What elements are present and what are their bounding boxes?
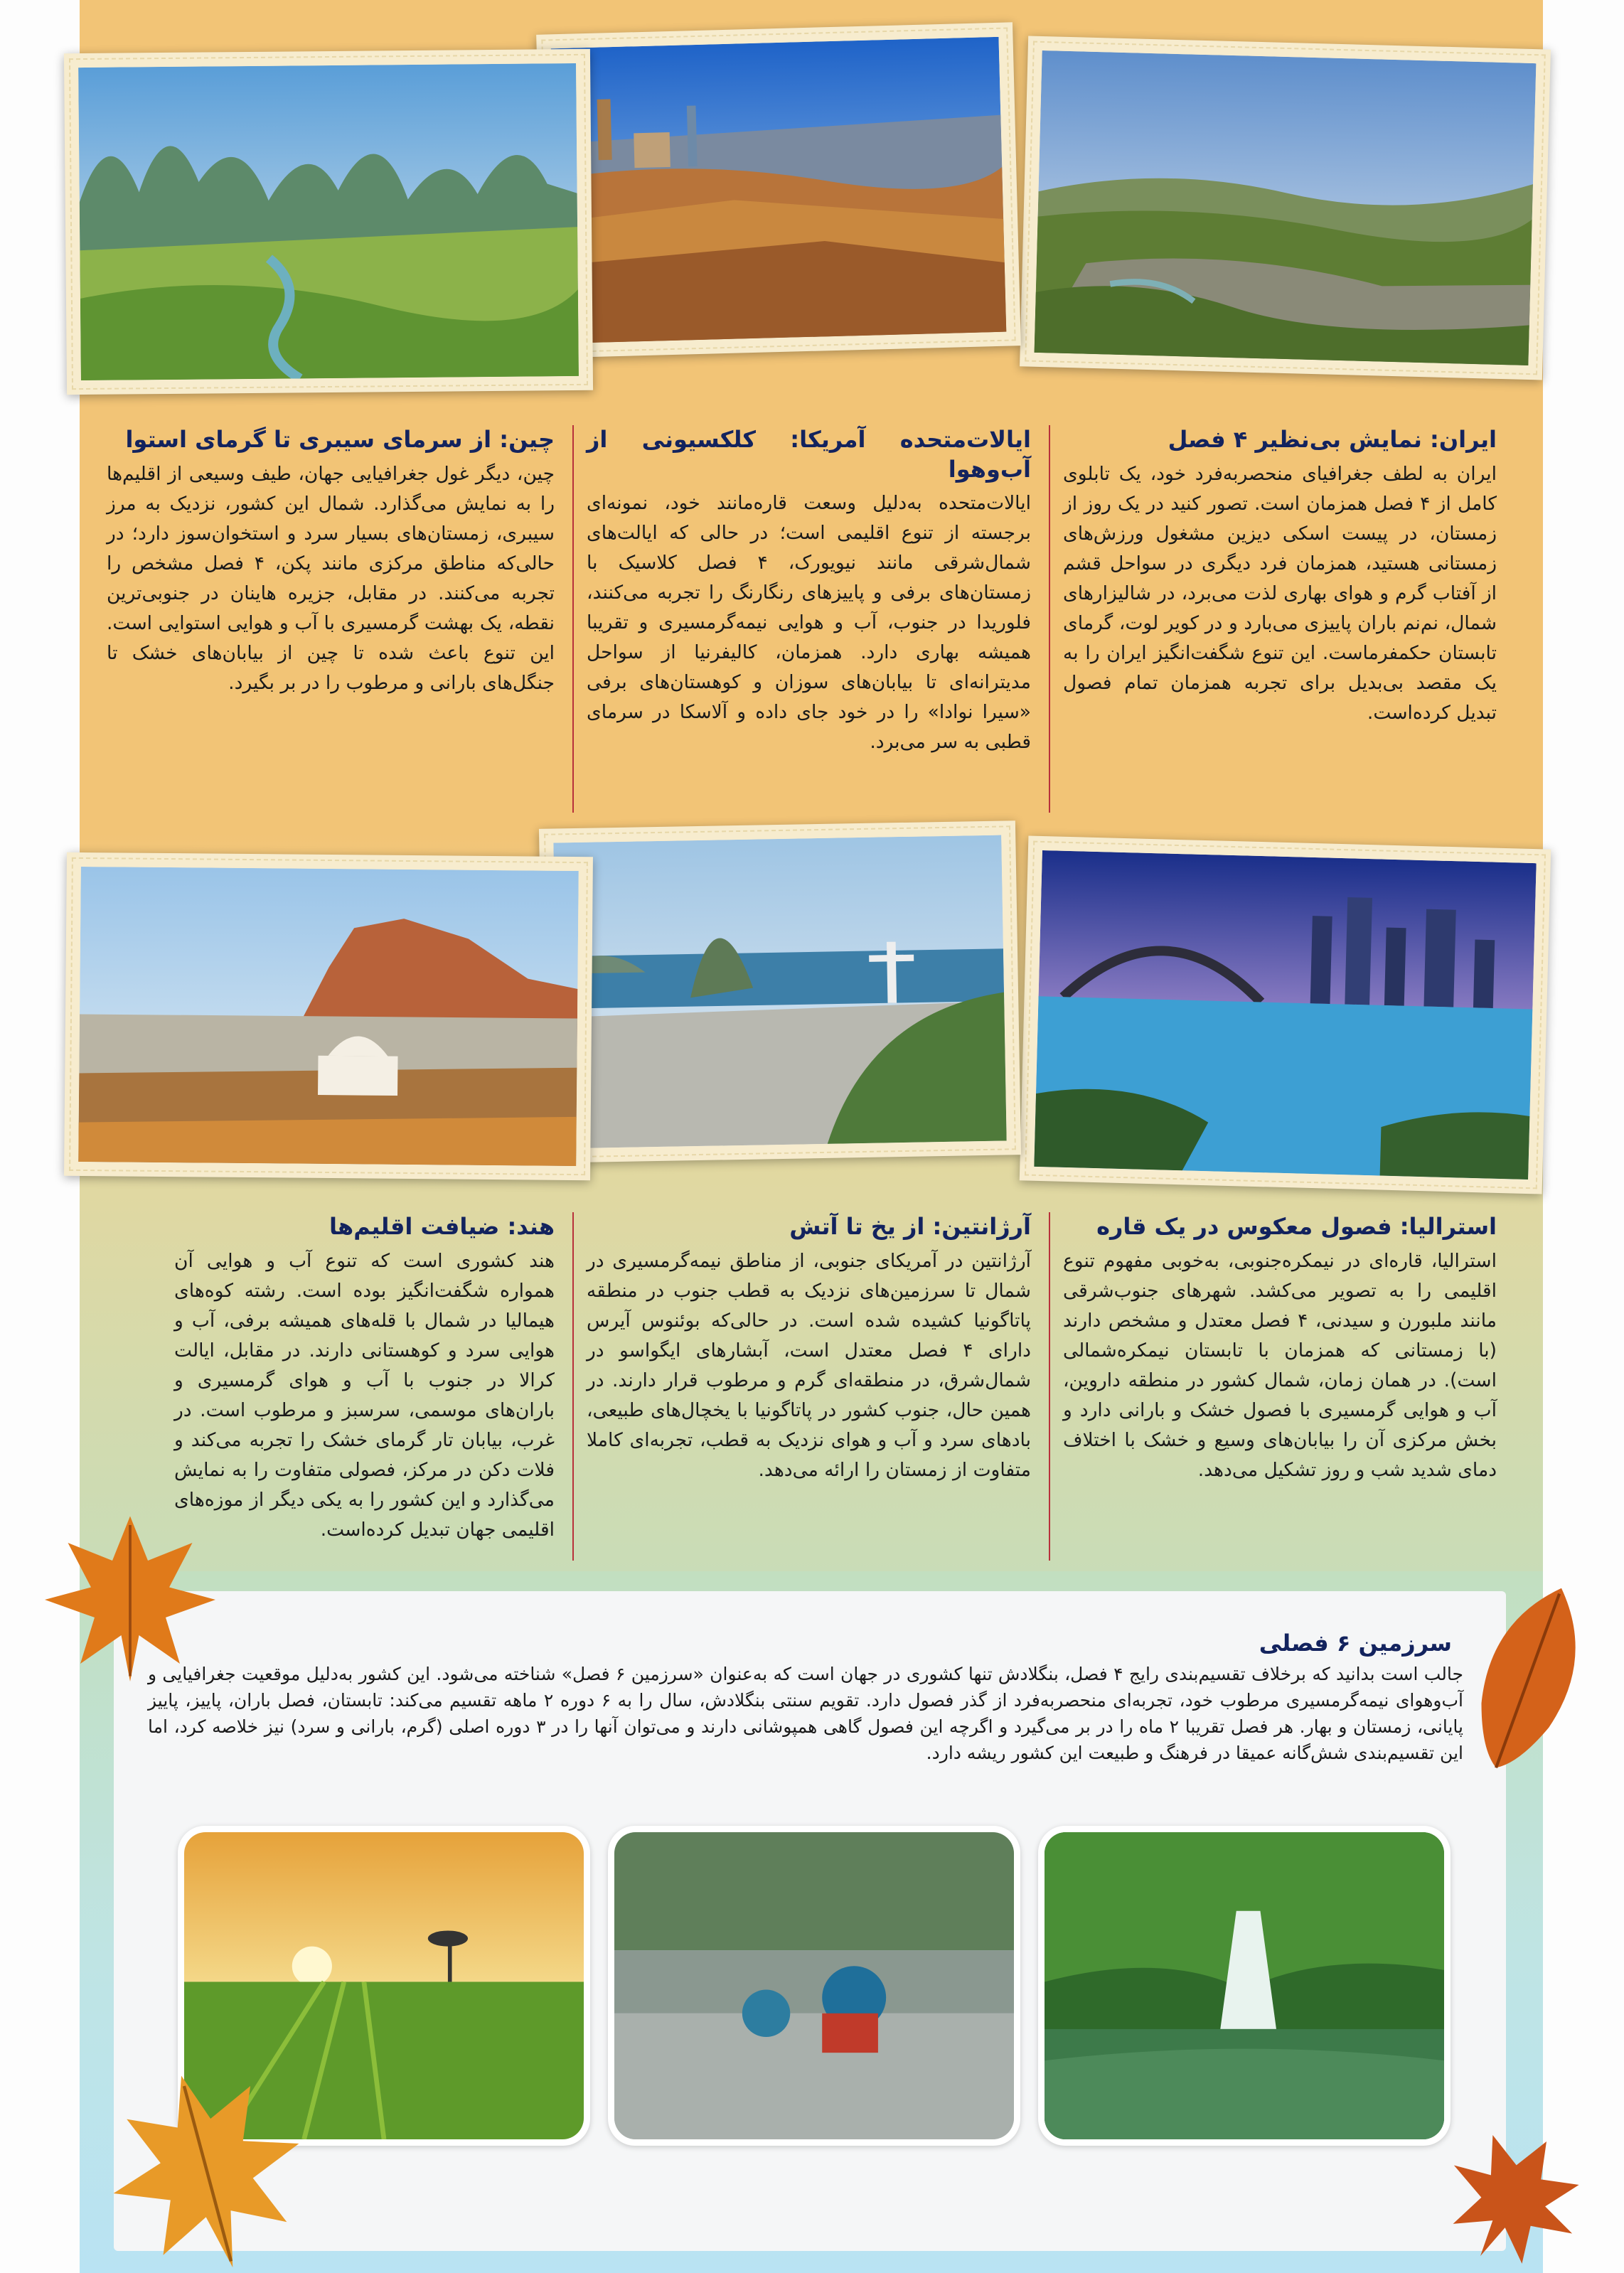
article-usa-title: ایالات‌متحده آمریکا: کلکسیونی از آب‌وهوا <box>587 426 1031 483</box>
bangladesh-title: سرزمین ۶ فصلی <box>1259 1630 1452 1657</box>
column-separator <box>572 1212 574 1561</box>
photo-argentina-rio <box>539 820 1021 1163</box>
photo-usa-city <box>536 22 1021 358</box>
column-separator <box>1049 425 1050 813</box>
bangladesh-body: جالب است بدانید که برخلاف تقسیم‌بندی رایج ۴ فصل، بنگلادش تنها کشوری در جهان است که به‌عنوان «سرزمین ۶ فصل» شناخته می‌شود. این کشور به‌دلیل موقعیت جغرافیایی و آب‌وهوای نیمه‌گرمسیری مرطوب خود، تجربه‌ای منحصربه‌فرد از گذر فصول دارد. تقویم سنتی بنگلادش، سال را به ۶ دوره ۲ ماهه تقسیم می‌کند: تابستان، فصل باران، پاییز، پاییز پایانی، زمستان و بهار. هر فصل تقریبا ۲ ماه را در بر می‌گیرد و اگرچه این فصول گاهی همپوشانی دارند و می‌توان آنها را در ۳ دوره اصلی (گرم، بارانی و سرد) نیز خلاصه کرد، اما این تقسیم‌بندی شش‌گانه عمیقا در فرهنگ و طبیعت این کشور ریشه دارد. <box>148 1664 1463 1763</box>
article-iran-body: ایران به لطف جغرافیای منحصربه‌فرد خود، یک تابلوی کامل از ۴ فصل همزمان است. تصور کنید در یک روز از زمستان، در پیست اسکی دیزین مشغول ورزش‌های زمستانی هستید، همزمان فرد دیگری در سواحل قشم از آفتاب گرم و هوای بهاری لذت می‌برد، در شالیزارهای شمال، نم‌نم باران پاییزی می‌بارد و در کویر لوت، گرمای تابستان حکمفرماست. این تنوع شگفت‌انگیز ایران را به یک مقصد بی‌بدیل برای تجربه همزمان تمام فصول تبدیل کرده‌است. <box>1063 462 1497 724</box>
column-separator <box>572 425 574 813</box>
photo-china-karst <box>64 49 593 395</box>
article-india-body: هند کشوری است که تنوع آب و هوایی آن همواره شگفت‌انگیز بوده است. رشته کوه‌های هیمالیا در شمال با قله‌های همیشه برفی، آب و هوایی سرد و کوهستانی دارند. در مقابل، ایالت کرالا در جنوب با آب و هوای گرمسیری و باران‌های موسمی، سرسبز و مرطوب است. در غرب، بیابان تار گرمای خشک را تجربه می‌کند و فلات دکن در مرکز، فصولی متفاوت را به نمایش می‌گذارد و این کشور را به یکی دیگر از موزه‌های اقلیمی جهان تبدیل کرده‌است. <box>174 1249 555 1541</box>
article-iran <box>1063 425 1497 728</box>
article-usa <box>587 425 1031 757</box>
article-china-title: چین: از سرمای سیبری تا گرمای استوا <box>125 426 555 453</box>
photo-bangladesh-rain <box>608 1826 1020 2146</box>
photo-india-fort <box>64 852 593 1180</box>
article-iran-title: ایران: نمایش بی‌نظیر ۴ فصل <box>1168 426 1497 453</box>
photo-australia-sydney <box>1020 835 1551 1194</box>
autumn-leaf-icon <box>41 1493 219 1699</box>
column-separator <box>1049 1212 1050 1561</box>
article-usa-body: ایالات‌متحده به‌دلیل وسعت قاره‌مانند خود، نمونه‌ای برجسته از تنوع اقلیمی است؛ در حالی که ایالت‌های شمال‌شرقی مانند نیویورک، ۴ فصل کلاسیک با زمستان‌های برفی و پاییزهای رنگارنگ را تجربه می‌کنند، فلوریدا در جنوب، آب و هوایی نیمه‌گرمسیری و تقریبا همیشه بهاری دارد. همزمان، کالیفرنیا از سواحل مدیترانه‌ای تا بیابان‌های سوزان و کوهستان‌های برفی «سیرا نوادا» را در خود جای داده و آلاسکا در سرمای قطبی به سر می‌برد. <box>587 492 1031 754</box>
article-argentina <box>587 1212 1031 1485</box>
article-australia-body: استرالیا، قاره‌ای در نیمکره‌جنوبی، به‌خوبی مفهوم تنوع اقلیمی را به تصویر می‌کشد. شهرهای جنوب‌شرقی مانند ملبورن و سیدنی، ۴ فصل معتدل و مشخص دارند (با زمستانی که همزمان با تابستان نیمکره‌شمالی است). در همان زمان، شمال کشور در منطقه داروین، آب و هوایی گرمسیری با فصول خشک و بارانی دارد و بخش مرکزی آن را بیابان‌های وسیع و خشک با اختلاف دمای شدید شب و روز تشکیل می‌دهد. <box>1063 1249 1497 1481</box>
photo-bangladesh-waterfall <box>1038 1826 1451 2146</box>
bangladesh-box <box>114 1591 1506 2251</box>
article-australia <box>1063 1212 1497 1485</box>
article-argentina-body: آرژانتین در آمریکای جنوبی، از مناطق نیمه‌گرمسیری در شمال تا سرزمین‌های نزدیک به قطب جنوب در منطقه پاتاگونیا کشیده شده است. در حالی‌که بوئنوس آیرس دارای ۴ فصل معتدل است، آبشارهای ایگواسو در شمال‌شرق، در منطقه‌ای گرم و مرطوب قرار دارند. در همین حال، جنوب کشور در پاتاگونیا با یخچال‌های طبیعی، بادهای سرد و آب و هوای نزدیک به قطب، تجربه‌ای کاملا متفاوت از زمستان را ارائه می‌دهد. <box>587 1249 1031 1481</box>
article-india <box>174 1212 555 1545</box>
article-india-title: هند: ضیافت اقلیم‌ها <box>329 1213 555 1240</box>
article-china-body: چین، دیگر غول جغرافیایی جهان، طیف وسیعی از اقلیم‌ها را به نمایش می‌گذارد. شمال این کشور، نزدیک به مرز سیبری، زمستان‌های بسیار سرد و استخوان‌سوز دارد؛ در حالی‌که مناطق مرکزی مانند پکن، ۴ فصل مشخص را تجربه می‌کنند. در مقابل، جزیره هاینان در جنوبی‌ترین نقطه، یک بهشت گرمسیری با آب و هوایی استوایی است. این تنوع باعث شده تا چین از بیابان‌های خشک تا جنگل‌های بارانی و مرطوب را در بر بگیرد. <box>107 462 555 694</box>
article-australia-title: استرالیا: فصول معکوس در یک قاره <box>1096 1213 1497 1240</box>
photo-iran-landscape <box>1020 36 1551 380</box>
article-argentina-title: آرژانتین: از یخ تا آتش <box>789 1213 1031 1240</box>
article-china <box>107 425 555 698</box>
